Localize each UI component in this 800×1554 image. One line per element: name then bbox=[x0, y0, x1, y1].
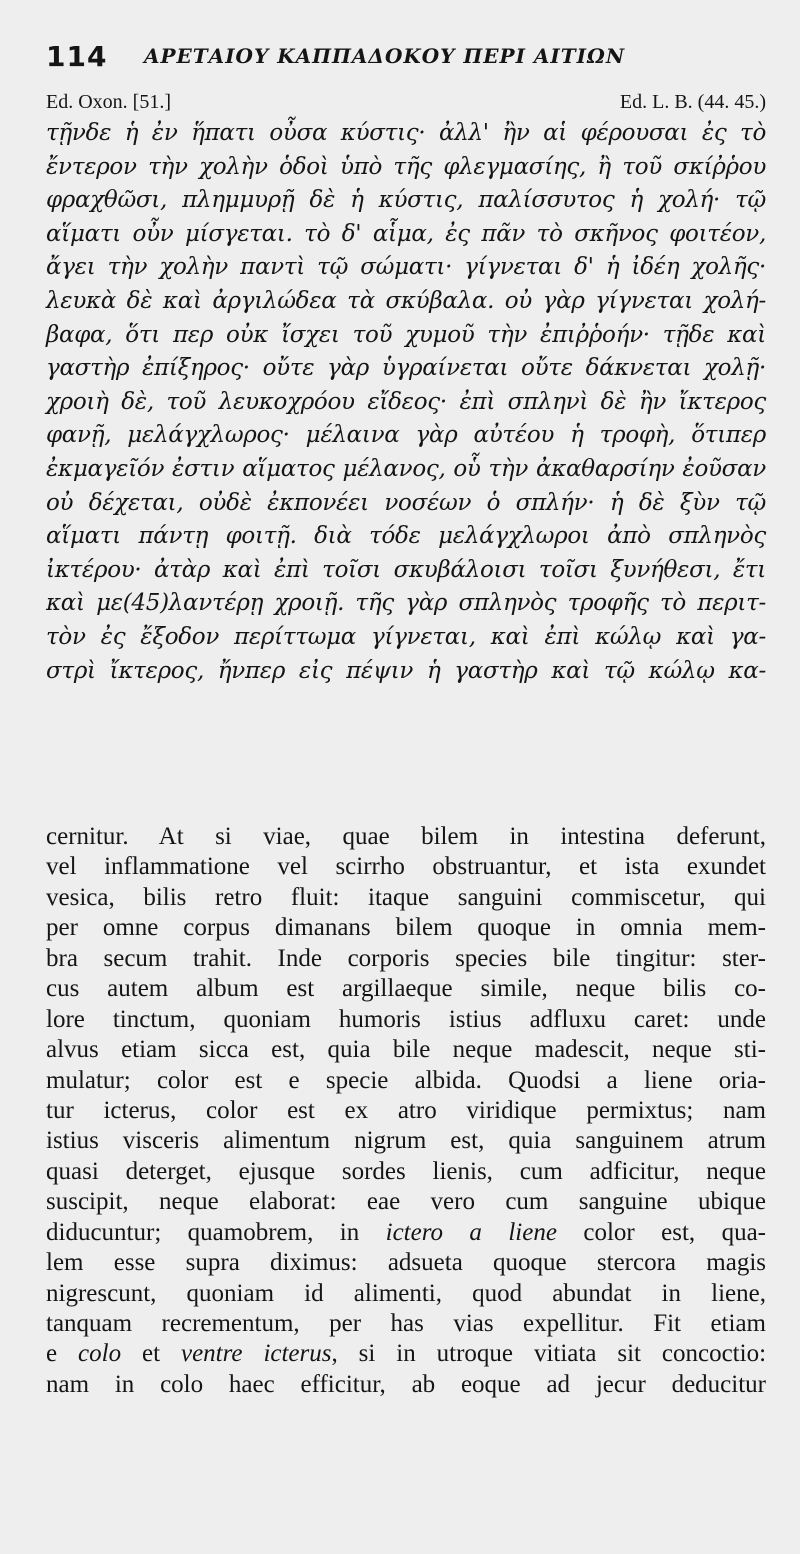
latin-text-line bbox=[46, 1005, 766, 1035]
latin-text-line bbox=[46, 1157, 766, 1187]
text-segment: mulatur; color est e specie albida. Quodsi a liene oria- bbox=[46, 1066, 766, 1094]
latin-text-line bbox=[46, 1309, 766, 1339]
text-segment: quasi deterget, ejusque sordes lienis, cum adficitur, neque bbox=[46, 1157, 766, 1185]
latin-text-line bbox=[46, 913, 766, 943]
italic-text-segment: colo bbox=[78, 1340, 122, 1368]
text-segment: nam in colo haec efficitur, ab eoque ad jecur deducitur bbox=[46, 1370, 766, 1398]
latin-text-line bbox=[46, 1035, 766, 1065]
latin-translation-block bbox=[46, 822, 766, 1400]
text-segment: lore tinctum, quoniam humoris istius adfluxu caret: unde bbox=[46, 1005, 766, 1033]
latin-text-line bbox=[46, 852, 766, 882]
text-segment: lem esse supra diximus: adsueta quoque stercora magis bbox=[46, 1249, 766, 1277]
text-segment: cernitur. At si viae, quae bilem in intestina deferunt, bbox=[46, 823, 766, 850]
text-segment: tur icterus, color est ex atro viridique permixtus; nam bbox=[46, 1096, 766, 1124]
leiden-edition-reference: Ed. L. B. (44. 45.) bbox=[619, 91, 766, 113]
italic-text-segment: ventre icterus bbox=[180, 1340, 332, 1368]
latin-text-line bbox=[46, 883, 766, 913]
text-segment: et bbox=[121, 1340, 181, 1368]
italic-text-segment: ictero a liene bbox=[385, 1218, 557, 1246]
greek-text-line: τὸν ἐς ἔξοδον περίττωμα γίγνεται, καὶ ἐπὶ κώλῳ καὶ γα- bbox=[46, 623, 766, 650]
text-segment: suscipit, neque elaborat: eae vero cum sanguine ubique bbox=[46, 1188, 766, 1216]
text-segment: alvus etiam sicca est, quia bile neque madescit, neque sti- bbox=[46, 1036, 766, 1064]
text-segment: istius visceris alimentum nigrum est, quia sanguinem atrum bbox=[46, 1127, 766, 1155]
running-head-title: ΑΡΕΤΑΙΟΥ ΚΑΠΠΑΔΟΚΟΥ ΠΕΡΙ ΑΙΤΙΩΝ bbox=[144, 44, 626, 68]
running-head bbox=[46, 40, 766, 74]
latin-text-line bbox=[46, 974, 766, 1004]
greek-text-line: βαφα, ὅτι περ οὐκ ἴσχει τοῦ χυμοῦ τὴν ἐπιῤῥοήν· τῇδε καὶ bbox=[46, 321, 766, 348]
text-segment: bra secum trahit. Inde corporis species bile tingitur: ster- bbox=[46, 944, 766, 972]
text-segment: tanquam recrementum, per has vias expellitur. Fit etiam bbox=[46, 1310, 766, 1337]
text-segment: per omne corpus dimanans bilem quoque in omnia mem- bbox=[46, 914, 766, 942]
text-segment: cus autem album est argillaeque simile, neque bilis co- bbox=[46, 975, 766, 1003]
greek-text-line: τῇνδε ἡ ἐν ἥπατι οὖσα κύστις· ἀλλ' ἢν αἱ φέρουσαι ἐς τὸ bbox=[46, 120, 766, 146]
latin-text-line bbox=[46, 1248, 766, 1278]
greek-text-block bbox=[46, 117, 766, 688]
latin-text-line bbox=[46, 1218, 766, 1248]
greek-text-line: στρὶ ἴκτερος, ἤνπερ εἰς πέψιν ἡ γαστὴρ καὶ τῷ κώλῳ κα- bbox=[46, 657, 766, 684]
edition-reference-line bbox=[46, 91, 766, 115]
latin-text-line bbox=[46, 1066, 766, 1096]
latin-text-line bbox=[46, 944, 766, 974]
text-segment: vel inflammatione vel scirrho obstruantur, et ista exundet bbox=[46, 853, 766, 881]
greek-text-line: οὐ δέχεται, οὐδὲ ἐκπονέει νοσέων ὁ σπλήν· ἡ δὲ ξὺν τῷ bbox=[46, 489, 766, 516]
greek-text-line: ἐκμαγεῖόν ἐστιν αἵματος μέλανος, οὗ τὴν ἀκαθαρσίην ἐοῦσαν bbox=[46, 455, 766, 482]
greek-text-line: χροιὴ δὲ, τοῦ λευκοχρόου εἴδεος· ἐπὶ σπληνὶ δὲ ἢν ἴκτερος bbox=[46, 388, 766, 415]
latin-text-line bbox=[46, 1096, 766, 1126]
oxford-edition-reference: Ed. Oxon. [51.] bbox=[46, 91, 171, 113]
latin-text-line bbox=[46, 1126, 766, 1156]
greek-text-line: καὶ με(45)λαντέρῃ χροιῇ. τῆς γὰρ σπληνὸς τροφῆς τὸ περιτ- bbox=[46, 590, 766, 617]
greek-text-line: αἵματι πάντῃ φοιτῇ. διὰ τόδε μελάγχλωροι ἀπὸ σπληνὸς bbox=[46, 523, 766, 550]
latin-text-line bbox=[46, 1279, 766, 1309]
greek-text-line: φανῇ, μελάγχλωρος· μέλαινα γὰρ αὐτέου ἡ τροφὴ, ὅτιπερ bbox=[46, 422, 766, 449]
greek-text-line: λευκὰ δὲ καὶ ἀργιλώδεα τὰ σκύβαλα. οὐ γὰρ γίγνεται χολή- bbox=[46, 287, 766, 314]
latin-text-line bbox=[46, 1370, 766, 1400]
greek-text-line: αἵματι οὖν μίσγεται. τὸ δ' αἷμα, ἐς πᾶν τὸ σκῆνος φοιτέον, bbox=[46, 220, 766, 247]
text-segment: , si in utroque vitiata sit concoctio: bbox=[331, 1340, 767, 1368]
latin-text-line bbox=[46, 1187, 766, 1217]
greek-text-line: ἰκτέρου· ἀτὰρ καὶ ἐπὶ τοῖσι σκυβάλοισι τοῖσι ξυνήθεσι, ἔτι bbox=[46, 556, 766, 583]
greek-text-line: φραχθῶσι, πλημμυρῇ δὲ ἡ κύστις, παλίσσυτος ἡ χολή· τῷ bbox=[46, 187, 766, 214]
greek-text-line: ἄγει τὴν χολὴν παντὶ τῷ σώματι· γίγνεται δ' ἡ ἰδέη χολῆς· bbox=[46, 254, 766, 281]
text-segment: vesica, bilis retro fluit: itaque sanguini commiscetur, qui bbox=[46, 883, 766, 911]
text-segment: e bbox=[46, 1340, 79, 1368]
latin-text-line bbox=[46, 822, 766, 852]
text-segment: color est, qua- bbox=[556, 1218, 766, 1246]
text-segment: nigrescunt, quoniam id alimenti, quod abundat in liene, bbox=[46, 1279, 766, 1307]
text-segment: diducuntur; quamobrem, in bbox=[46, 1218, 386, 1246]
greek-text-line: ἔντερον τὴν χολὴν ὁδοὶ ὑπὸ τῆς φλεγμασίης, ἢ τοῦ σκίῤῥου bbox=[46, 153, 766, 180]
page-number: 114 bbox=[46, 40, 108, 73]
greek-text-line: γαστὴρ ἐπίξηρος· οὔτε γὰρ ὑγραίνεται οὔτε δάκνεται χολῇ· bbox=[46, 355, 766, 382]
latin-text-line bbox=[46, 1339, 766, 1369]
